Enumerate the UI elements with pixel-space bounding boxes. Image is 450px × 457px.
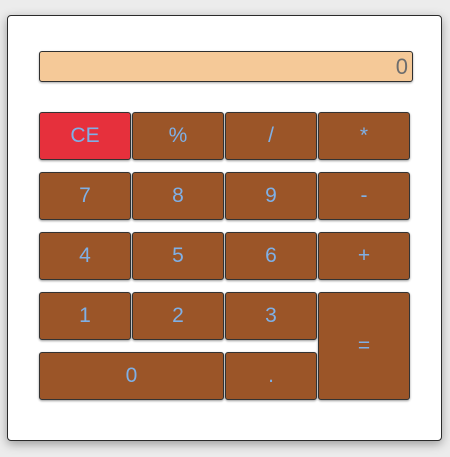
decimal-point-button[interactable]: . — [225, 352, 317, 400]
equals-button[interactable]: = — [318, 292, 410, 400]
digit-3-button[interactable]: 3 — [225, 292, 317, 340]
digit-9-button[interactable]: 9 — [225, 172, 317, 220]
digit-4-button[interactable]: 4 — [39, 232, 131, 280]
digit-5-button[interactable]: 5 — [132, 232, 224, 280]
digit-1-button[interactable]: 1 — [39, 292, 131, 340]
percent-button[interactable]: % — [132, 112, 224, 160]
digit-0-button[interactable]: 0 — [39, 352, 224, 400]
multiply-button[interactable]: * — [318, 112, 410, 160]
divide-button[interactable]: / — [225, 112, 317, 160]
digit-6-button[interactable]: 6 — [225, 232, 317, 280]
plus-button[interactable]: + — [318, 232, 410, 280]
digit-8-button[interactable]: 8 — [132, 172, 224, 220]
calculator-display: 0 — [39, 51, 413, 82]
calculator-panel — [7, 15, 442, 441]
clear-entry-button[interactable]: CE — [39, 112, 131, 160]
digit-2-button[interactable]: 2 — [132, 292, 224, 340]
digit-7-button[interactable]: 7 — [39, 172, 131, 220]
minus-button[interactable]: - — [318, 172, 410, 220]
keypad — [39, 112, 410, 400]
